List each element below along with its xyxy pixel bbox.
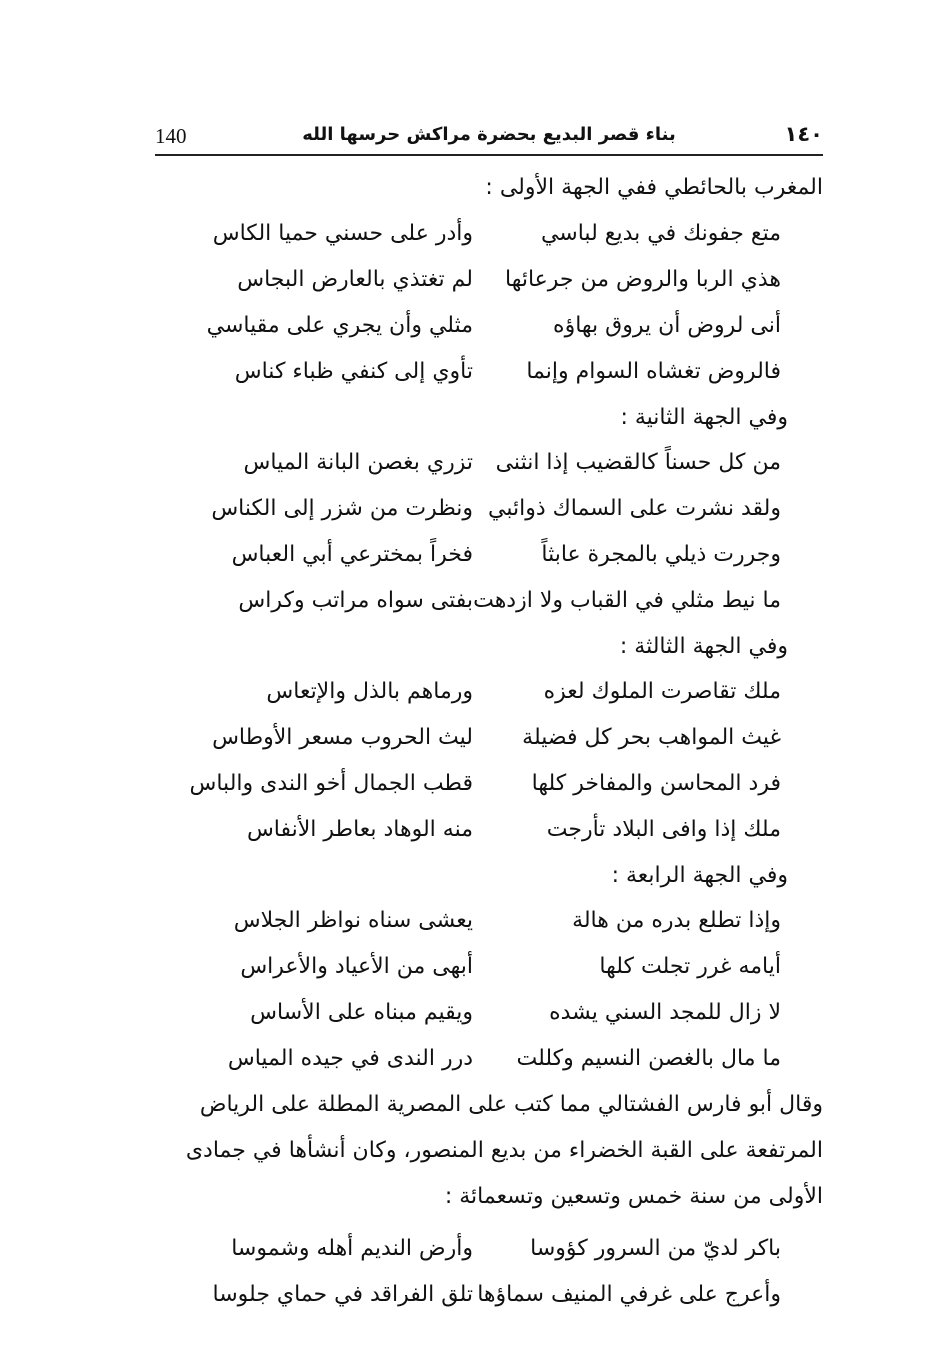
verse-line bbox=[155, 807, 823, 853]
verse-first-hemistich: لا زال للمجد السني يشده bbox=[549, 1000, 781, 1025]
verse-line bbox=[155, 211, 823, 257]
verse-line bbox=[155, 1272, 823, 1318]
verse-second-hemistich: ليث الحروب مسعر الأوطاس bbox=[212, 725, 473, 750]
page-body bbox=[155, 165, 823, 1318]
verse-first-hemistich: غيث المواهب بحر كل فضيلة bbox=[522, 725, 781, 750]
verse-first-hemistich: فالروض تغشاه السوام وإنما bbox=[526, 359, 781, 384]
verse-second-hemistich: فخراً بمخترعي أبي العباس bbox=[231, 542, 473, 567]
verse-second-hemistich: ونظرت من شزر إلى الكناس bbox=[211, 496, 473, 521]
section-heading: وفي الجهة الثانية : bbox=[620, 405, 788, 430]
verse-line bbox=[155, 303, 823, 349]
verse-first-hemistich: من كل حسناً كالقضيب إذا انثنى bbox=[495, 450, 781, 475]
verse-first-hemistich: أيامه غرر تجلت كلها bbox=[599, 954, 781, 979]
verse-first-hemistich: هذي الربا والروض من جرعائها bbox=[505, 267, 781, 292]
page-number-arabic: ١٤٠ bbox=[784, 122, 823, 146]
verse-line bbox=[155, 486, 823, 532]
verse-second-hemistich: مثلي وأن يجري على مقياسي bbox=[206, 313, 473, 338]
verse-line bbox=[155, 440, 823, 486]
verse-first-hemistich: متع جفونك في بديع لباسي bbox=[540, 221, 781, 246]
verse-first-hemistich: أنى لروض أن يروق بهاؤه bbox=[553, 313, 781, 338]
verse-second-hemistich: وأرض النديم أهله وشموسا bbox=[231, 1236, 473, 1261]
verse-first-hemistich: ما مال بالغصن النسيم وكللت bbox=[516, 1046, 781, 1071]
verse-second-hemistich: تزري بغصن البانة المياس bbox=[243, 450, 473, 475]
prose-paragraph bbox=[155, 1082, 823, 1220]
verse-line bbox=[155, 944, 823, 990]
verse-second-hemistich: منه الوهاد بعاطر الأنفاس bbox=[246, 817, 473, 842]
verse-second-hemistich: وأدر على حسني حميا الكاس bbox=[212, 221, 473, 246]
intro-line: المغرب بالحائطي ففي الجهة الأولى : bbox=[485, 175, 823, 200]
verse-line bbox=[155, 532, 823, 578]
page-number-latin: 140 bbox=[155, 124, 187, 148]
verse-line bbox=[155, 761, 823, 807]
running-title: بناء قصر البديع بحضرة مراكش حرسها الله bbox=[302, 124, 676, 145]
paragraph-line: المرتفعة على القبة الخضراء من بديع المنصور، وكان أنشأها في جمادى bbox=[185, 1138, 823, 1163]
verse-first-hemistich: وجررت ذيلي بالمجرة عابثاً bbox=[541, 542, 781, 567]
verse-second-hemistich: أبهى من الأعياد والأعراس bbox=[240, 954, 473, 979]
verse-line bbox=[155, 669, 823, 715]
verse-line bbox=[155, 349, 823, 395]
section-heading: وفي الجهة الرابعة : bbox=[611, 863, 788, 888]
page-header bbox=[155, 120, 823, 156]
verse-first-hemistich: ملك إذا وافى البلاد تأرجت bbox=[546, 817, 781, 842]
verse-second-hemistich: يعشى سناه نواظر الجلاس bbox=[233, 908, 473, 933]
verse-first-hemistich: وإذا تطلع بدره من هالة bbox=[572, 908, 781, 933]
verse-second-hemistich: ورماهم بالذل والإتعاس bbox=[266, 679, 473, 704]
verse-second-hemistich: قطب الجمال أخو الندى والباس bbox=[189, 771, 473, 796]
verse-first-hemistich: ما نيط مثلي في القباب ولا ازدهت bbox=[473, 588, 781, 613]
verse-first-hemistich: وأعرج على غرفي المنيف سماؤها bbox=[477, 1282, 781, 1307]
verse-first-hemistich: باكر لديّ من السرور كؤوسا bbox=[530, 1236, 781, 1261]
verse-first-hemistich: فرد المحاسن والمفاخر كلها bbox=[531, 771, 781, 796]
verse-first-hemistich: ملك تقاصرت الملوك لعزه bbox=[543, 679, 781, 704]
verse-line bbox=[155, 1036, 823, 1082]
verse-second-hemistich: تلق الفراقد في حماي جلوسا bbox=[212, 1282, 473, 1307]
verse-line bbox=[155, 1226, 823, 1272]
paragraph-line: وقال أبو فارس الفشتالي مما كتب على المصرية المطلة على الرياض bbox=[199, 1092, 823, 1117]
verse-second-hemistich: بفتى سواه مراتب وكراس bbox=[238, 588, 473, 613]
verse-line bbox=[155, 715, 823, 761]
verse-line bbox=[155, 578, 823, 624]
section-heading: وفي الجهة الثالثة : bbox=[619, 634, 788, 659]
verse-second-hemistich: لم تغتذي بالعارض البجاس bbox=[237, 267, 473, 292]
verse-line bbox=[155, 990, 823, 1036]
verse-first-hemistich: ولقد نشرت على السماك ذوائبي bbox=[488, 496, 781, 521]
verse-line bbox=[155, 898, 823, 944]
paragraph-line: الأولى من سنة خمس وتسعين وتسعمائة : bbox=[444, 1184, 823, 1209]
verse-second-hemistich: تأوي إلى كنفي ظباء كناس bbox=[234, 359, 473, 384]
verse-second-hemistich: درر الندى في جيده المياس bbox=[227, 1046, 473, 1071]
verse-second-hemistich: ويقيم مبناه على الأساس bbox=[250, 1000, 473, 1025]
verse-line bbox=[155, 257, 823, 303]
